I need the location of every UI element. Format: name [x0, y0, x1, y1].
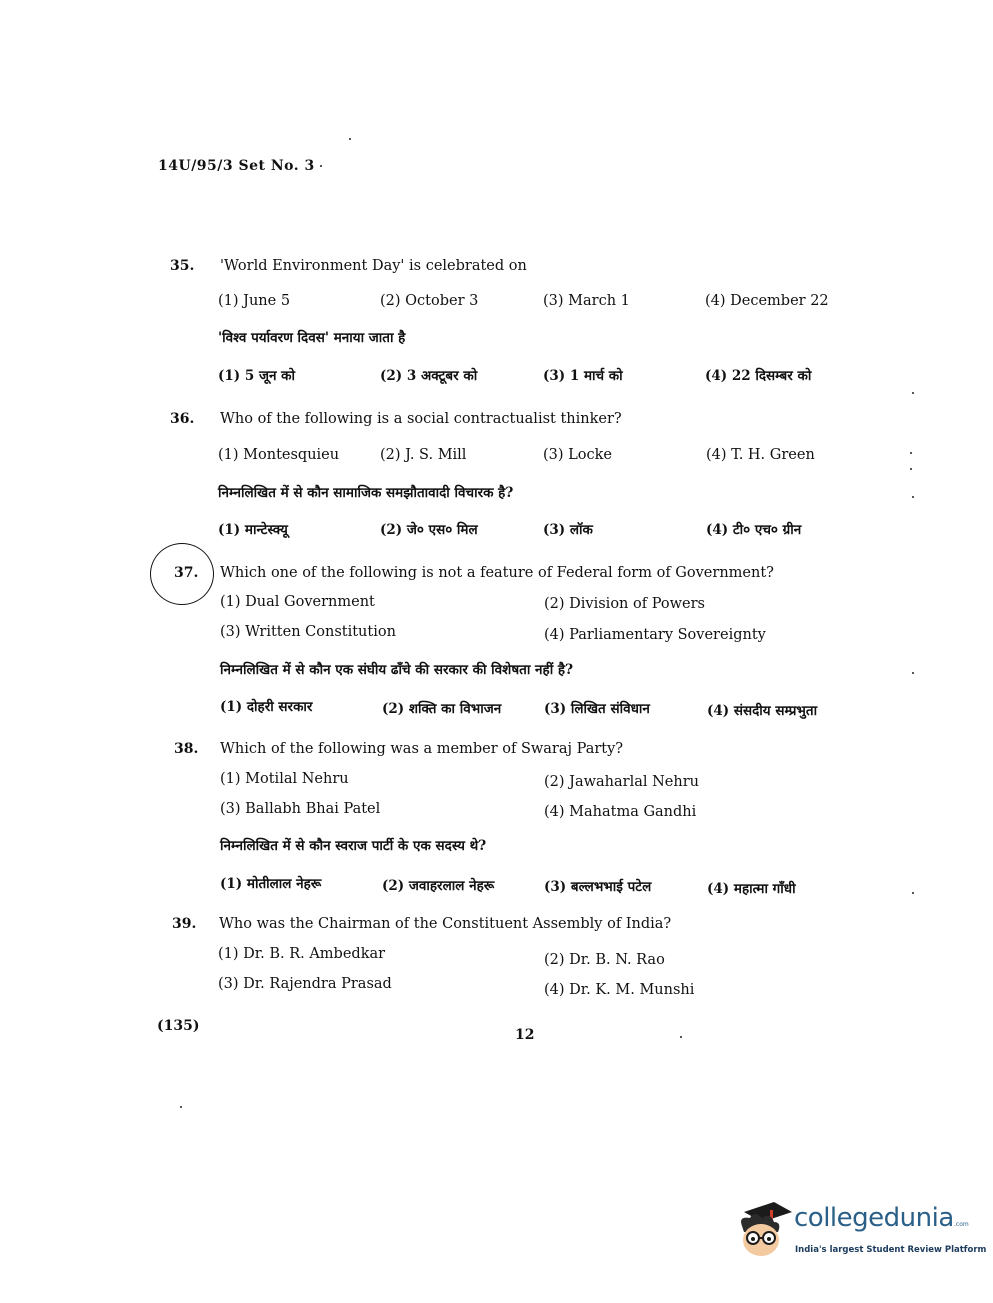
brand-tagline: India's largest Student Review Platform [795, 1245, 987, 1255]
hindi-question-text: निम्नलिखित में से कौन एक संघीय ढाँचे की सरकार की विशेषता नहीं है? [220, 662, 573, 678]
option-3: (3) Ballabh Bhai Patel [220, 801, 381, 817]
option-1: (1) Montesquieu [218, 447, 340, 463]
scan-speck [910, 468, 912, 470]
scan-speck [349, 138, 351, 140]
scan-speck [912, 672, 914, 674]
hindi-option-2: (2) 3 अक्टूबर को [380, 368, 478, 384]
hindi-option-4: (4) महात्मा गाँधी [707, 881, 796, 897]
question-text: 'World Environment Day' is celebrated on [220, 258, 527, 274]
option-1: (1) Dr. B. R. Ambedkar [218, 946, 386, 962]
option-2: (2) J. S. Mill [380, 447, 467, 463]
question-number: 39. [172, 916, 197, 932]
scan-speck [912, 392, 914, 394]
option-4: (4) Parliamentary Sovereignty [544, 627, 766, 643]
scan-speck [910, 452, 912, 454]
hindi-option-3: (3) बल्लभभाई पटेल [544, 879, 652, 895]
option-4: (4) Dr. K. M. Munshi [544, 982, 695, 998]
option-1: (1) Dual Government [220, 594, 375, 610]
option-1: (1) Motilal Nehru [220, 771, 349, 787]
question-text: Which one of the following is not a feature of Federal form of Government? [220, 565, 774, 581]
option-3: (3) Written Constitution [220, 624, 396, 640]
booklet-code: (135) [157, 1018, 200, 1034]
paper-code: 14U/95/3 Set No. 3 [158, 158, 315, 174]
hindi-option-4: (4) संसदीय सम्प्रभुता [707, 703, 818, 719]
question-text: Which of the following was a member of Swaraj Party? [220, 741, 624, 757]
brand-domain: .com [954, 1221, 969, 1228]
hindi-option-1: (1) दोहरी सरकार [220, 699, 313, 715]
option-3: (3) March 1 [543, 293, 630, 309]
question-number: 37. [174, 565, 199, 581]
scan-speck [320, 165, 322, 167]
scan-speck [912, 892, 914, 894]
option-2: (2) October 3 [380, 293, 479, 309]
question-text: Who was the Chairman of the Constituent Assembly of India? [219, 916, 672, 932]
option-4: (4) T. H. Green [706, 447, 815, 463]
option-4: (4) December 22 [705, 293, 829, 309]
option-2: (2) Division of Powers [544, 596, 705, 612]
option-1: (1) June 5 [218, 293, 291, 309]
question-text: Who of the following is a social contractualist thinker? [220, 411, 622, 427]
scan-speck [680, 1036, 682, 1038]
question-number: 35. [170, 258, 195, 274]
page-number: 12 [515, 1027, 535, 1043]
option-2: (2) Jawaharlal Nehru [544, 774, 699, 790]
brand-name: collegedunia [794, 1203, 954, 1233]
scan-speck [912, 496, 914, 498]
hindi-option-2: (2) जे० एस० मिल [380, 522, 478, 538]
hindi-option-2: (2) शक्ति का विभाजन [382, 701, 502, 717]
hindi-question-text: निम्नलिखित में से कौन सामाजिक समझौतावादी विचारक है? [218, 485, 514, 501]
hindi-option-4: (4) टी० एच० ग्रीन [706, 522, 802, 538]
hindi-option-1: (1) 5 जून को [218, 368, 296, 384]
hindi-option-3: (3) लिखित संविधान [544, 701, 650, 717]
hindi-question-text: 'विश्व पर्यावरण दिवस' मनाया जाता है [218, 330, 406, 346]
hindi-option-1: (1) मोतीलाल नेहरू [220, 876, 322, 892]
scan-speck [180, 1106, 182, 1108]
hindi-question-text: निम्नलिखित में से कौन स्वराज पार्टी के एक सदस्य थे? [220, 838, 487, 854]
hindi-option-4: (4) 22 दिसम्बर को [705, 368, 812, 384]
hindi-option-1: (1) मान्टेस्क्यू [218, 522, 288, 538]
hindi-option-3: (3) 1 मार्च को [543, 368, 623, 384]
option-2: (2) Dr. B. N. Rao [544, 952, 665, 968]
hindi-option-2: (2) जवाहरलाल नेहरू [382, 878, 495, 894]
option-4: (4) Mahatma Gandhi [544, 804, 697, 820]
option-3: (3) Dr. Rajendra Prasad [218, 976, 392, 992]
option-3: (3) Locke [543, 447, 612, 463]
question-number: 36. [170, 411, 195, 427]
question-number: 38. [174, 741, 199, 757]
hindi-option-3: (3) लॉक [543, 522, 593, 538]
